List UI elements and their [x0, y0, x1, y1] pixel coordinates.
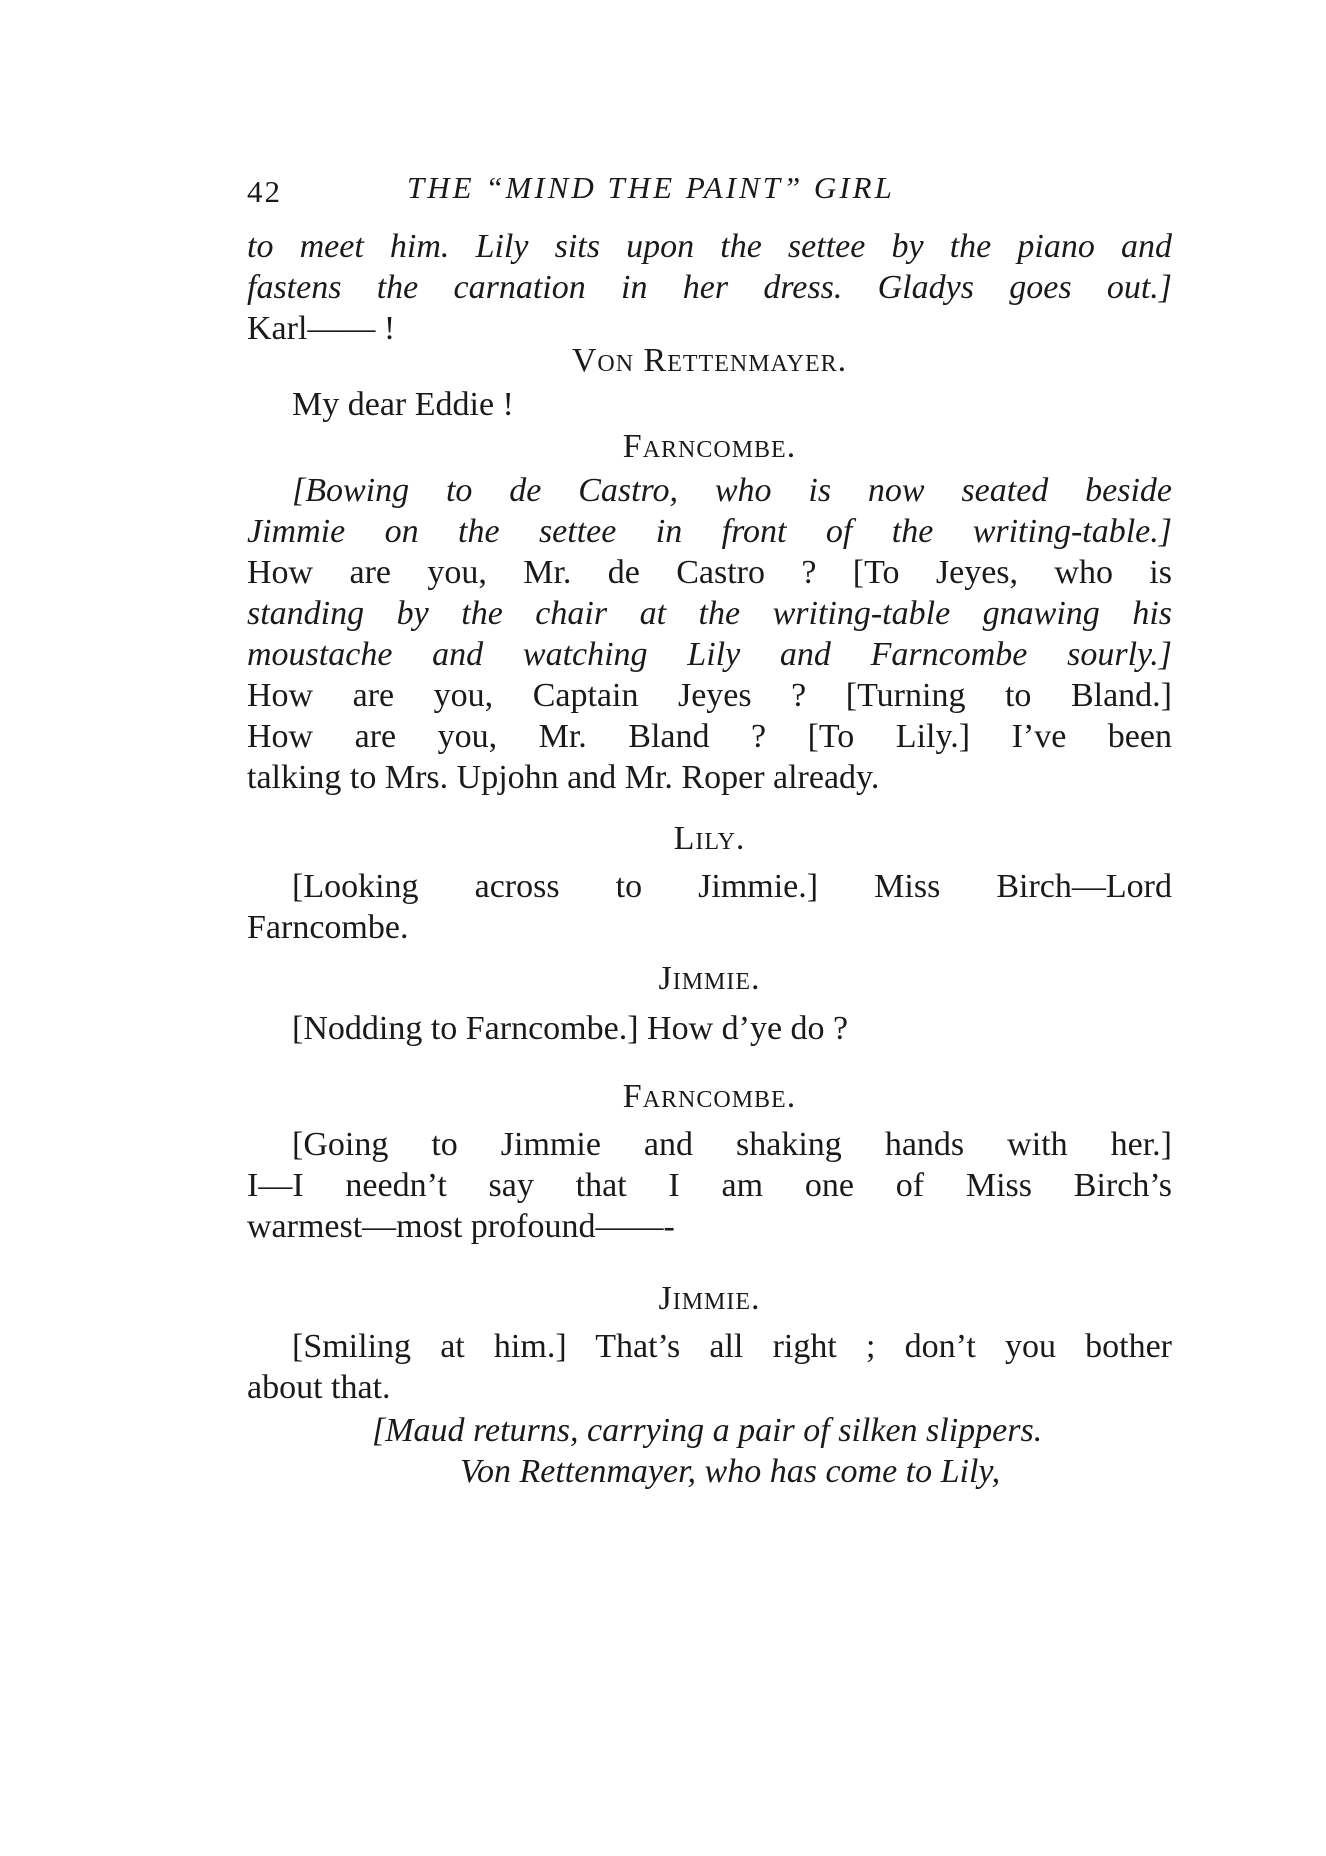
running-title: THE “MIND THE PAINT” GIRL [407, 170, 895, 205]
speech-line: How are you, Mr. Bland ? [To Lily.] I’ve been [247, 718, 1172, 755]
page-header [247, 170, 1177, 210]
speech-line: talking to Mrs. Upjohn and Mr. Roper already. [247, 759, 880, 796]
speech-line: moustache and watching Lily and Farncombe sourly.] [247, 636, 1172, 673]
speaker-heading-jimmie-2: Jimmie. [658, 1280, 761, 1317]
speech-line: [Looking across to Jimmie.] Miss Birch—Lord [292, 868, 1172, 905]
speaker-heading-von-rettenmayer: Von Rettenmayer. [571, 342, 848, 379]
speech-jimmie [247, 1008, 1172, 1049]
speech-line: My dear Eddie ! [292, 386, 514, 423]
speaker-heading-farncombe-2: Farncombe. [622, 1078, 797, 1115]
intro-line-3: Karl—— ! [247, 310, 396, 347]
intro-line-1: to meet him. Lily sits upon the settee by the piano and [247, 228, 1172, 265]
speaker-heading-lily: Lily. [673, 820, 746, 857]
stage-direction-line: Von Rettenmayer, who has come to Lily, [460, 1453, 1001, 1490]
intro-line-2: fastens the carnation in her dress. Gladys goes out.] [247, 269, 1172, 306]
speech-von-rettenmayer [247, 384, 1172, 425]
speech-line: Jimmie on the settee in front of the writing-table.] [247, 513, 1172, 550]
speech-line: [Smiling at him.] That’s all right ; don’t you bother [292, 1328, 1172, 1365]
speech-line: standing by the chair at the writing-table gnawing his [247, 595, 1172, 632]
speech-farncombe [247, 470, 1172, 798]
speech-line: about that. [247, 1369, 391, 1406]
speech-line: Farncombe. [247, 909, 409, 946]
speaker-heading-farncombe: Farncombe. [622, 428, 797, 465]
speech-jimmie-2 [247, 1326, 1172, 1408]
speaker-heading-jimmie: Jimmie. [658, 960, 761, 997]
intro-stage-direction [247, 226, 1172, 349]
speech-line: I—I needn’t say that I am one of Miss Birch’s [247, 1167, 1172, 1204]
speech-line: How are you, Captain Jeyes ? [Turning to Bland.] [247, 677, 1172, 714]
speech-line: warmest—most profound——- [247, 1208, 675, 1245]
closing-stage-direction [372, 1410, 1172, 1492]
speech-lily [247, 866, 1172, 948]
stage-direction-line: [Maud returns, carrying a pair of silken slippers. [372, 1412, 1043, 1449]
speech-line: [Going to Jimmie and shaking hands with her.] [292, 1126, 1172, 1163]
page-number: 42 [247, 174, 282, 209]
speech-line: [Nodding to Farncombe.] How d’ye do ? [292, 1010, 849, 1047]
speech-farncombe-2 [247, 1124, 1172, 1247]
speech-line: How are you, Mr. de Castro ? [To Jeyes, who is [247, 554, 1172, 591]
speech-line: [Bowing to de Castro, who is now seated beside [292, 472, 1172, 509]
